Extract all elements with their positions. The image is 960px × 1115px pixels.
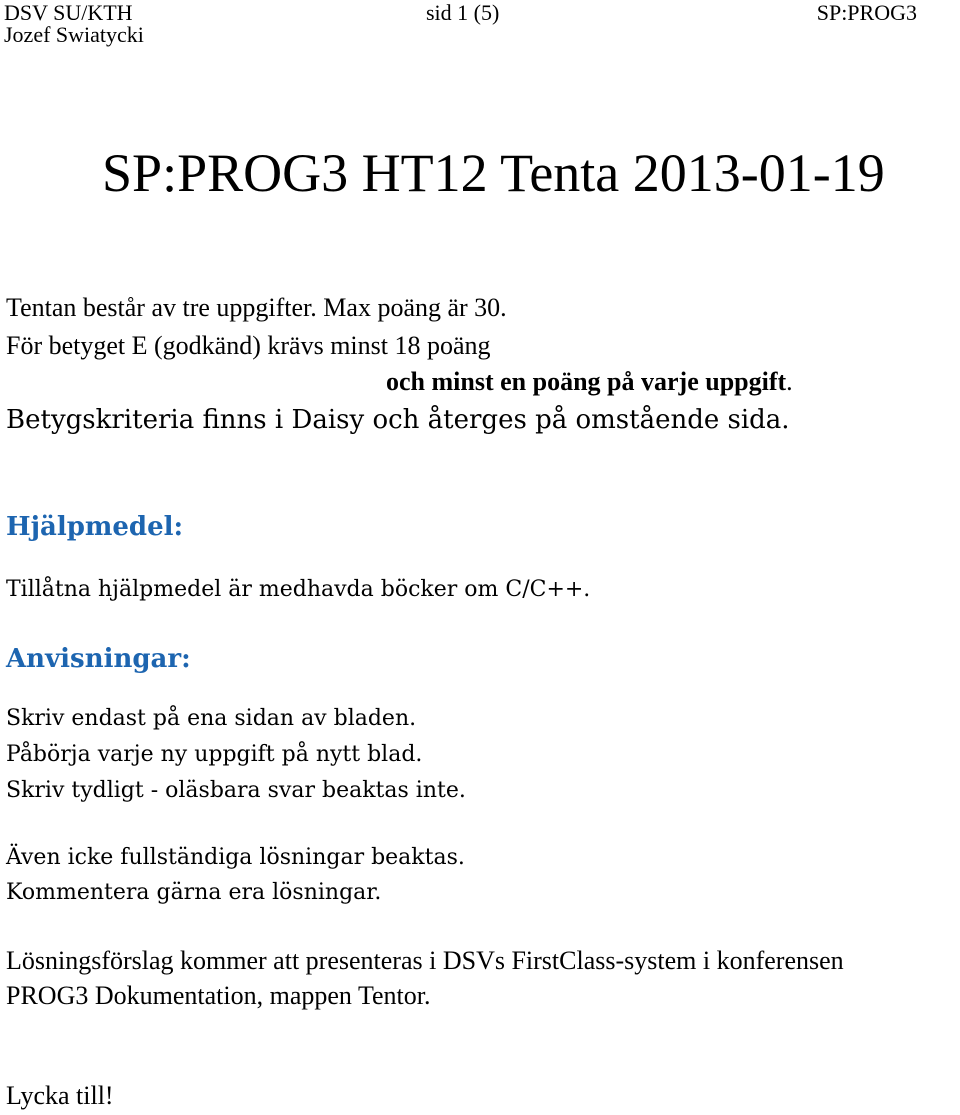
solutions-line-2: PROG3 Dokumentation, mappen Tentor.	[6, 981, 431, 1010]
anvisning-line: Påbörja varje ny uppgift på nytt blad.	[6, 742, 423, 767]
anvisning-line: Även icke fullständiga lösningar beaktas.	[6, 845, 465, 870]
header-course-code: SP:PROG3	[816, 0, 917, 25]
intro-line-3	[386, 366, 793, 398]
header-course: DSV SU/KTH	[4, 0, 133, 25]
intro-line-3-tail: .	[786, 367, 793, 396]
anvisning-line: Skriv tydligt - oläsbara svar beaktas inte.	[6, 778, 466, 803]
anvisning-line: Kommentera gärna era lösningar.	[6, 880, 382, 905]
hjalpmedel-text: Tillåtna hjälpmedel är medhavda böcker om C/C++.	[6, 577, 591, 602]
solutions-line-1: Lösningsförslag kommer att presenteras i DSVs FirstClass-system i konferensen	[6, 946, 844, 975]
anvisning-line: Skriv endast på ena sidan av bladen.	[6, 706, 417, 731]
page-title: SP:PROG3 HT12 Tenta 2013-01-19	[102, 143, 885, 203]
intro-line-3-bold: och minst en poäng på varje uppgift	[386, 367, 787, 396]
anvisningar-heading: Anvisningar:	[6, 644, 191, 674]
intro-line-4: Betygskriteria finns i Daisy och återges på omstående sida.	[6, 405, 790, 435]
header-page-number: sid 1 (5)	[426, 0, 500, 25]
closing-text: Lycka till!	[6, 1081, 114, 1110]
intro-line-2: För betyget E (godkänd) krävs minst 18 poäng	[6, 331, 491, 360]
hjalpmedel-heading: Hjälpmedel:	[6, 512, 184, 542]
intro-line-1: Tentan består av tre uppgifter. Max poäng är 30.	[6, 293, 507, 322]
header-author: Jozef Swiatycki	[4, 22, 144, 47]
